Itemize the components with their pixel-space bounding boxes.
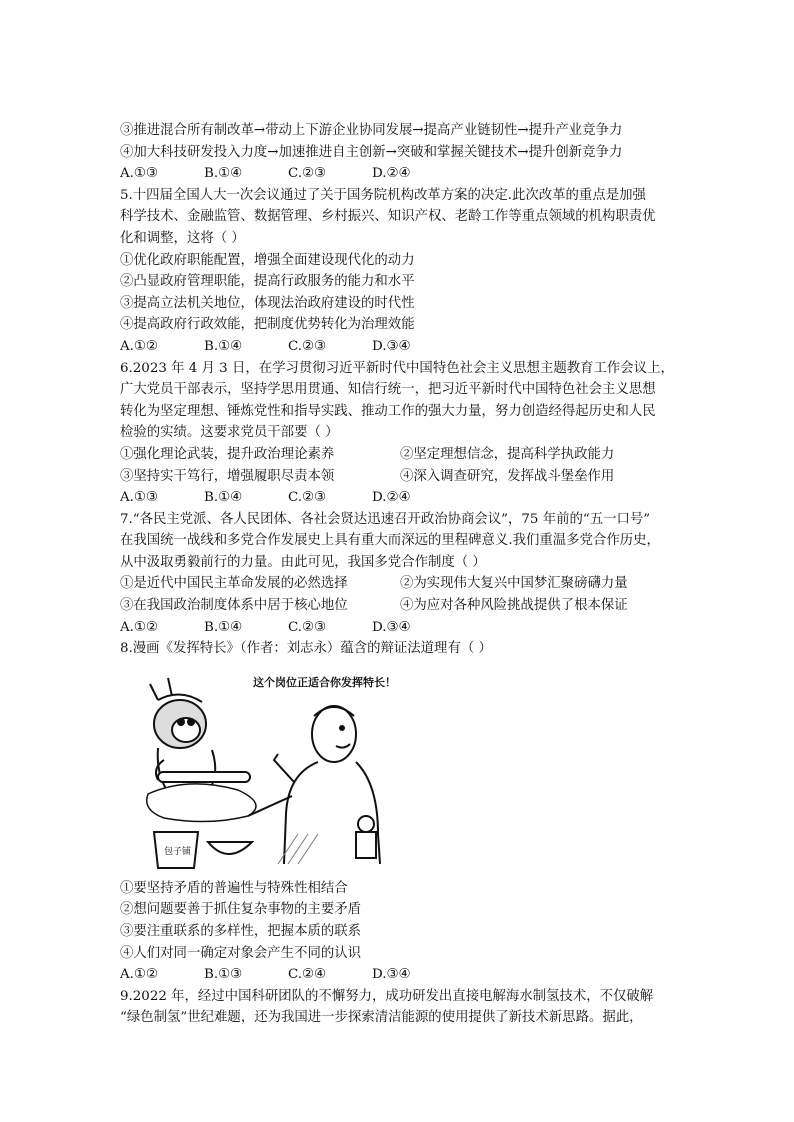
answer-b: B.①④: [204, 490, 243, 506]
q7-stem-line: 在我国统一战线和多党合作发展史上具有重大而深远的里程碑意义.我们重温多党合作历史，: [120, 533, 660, 549]
q5-stem-line: 科学技术、金融监管、数据管理、乡村振兴、知识产权、老龄工作等重点领域的机构职责优: [120, 209, 656, 225]
q4-option-4: ④加大科技研发投入力度→加速推进自主创新→突破和掌握关键技术→提升创新竞争力: [120, 144, 623, 160]
q5-option: ③提高立法机关地位，体现法治政府建设的时代性: [120, 295, 415, 311]
content: [120, 120, 680, 1029]
q4-option-3: ③推进混合所有制改革→带动上下游企业协同发展→提高产业链韧性→提升产业竞争力: [120, 123, 623, 138]
cup: [154, 832, 198, 868]
answer-a: A.①③: [120, 490, 158, 506]
q5-stem-line: 化和调整，这将（ ）: [120, 230, 245, 246]
answer-b: B.①④: [204, 338, 243, 354]
q9-stem-line: 9.2022 年，经过中国科研团队的不懈努力，成功研发出直接电解海水制氢技术，不仅破解: [120, 988, 654, 1004]
q6-options-row: [120, 444, 680, 466]
q5-option: ②凸显政府管理职能，提高行政服务的能力和水平: [120, 274, 415, 290]
q7-answers: [120, 617, 680, 639]
cartoon-figure: [128, 664, 408, 872]
rolling-pin: [158, 772, 250, 782]
q6-stem-line: 6.2023 年 4 月 3 日，在学习贯彻习近平新时代中国特色社会主义思想主题教育工作会议上，: [120, 360, 674, 376]
cartoon-illustration: [128, 664, 408, 872]
answer-c: C.②③: [288, 338, 327, 354]
q7-options-row: [120, 573, 680, 595]
q7-stem-line: 7.“各民主党派、各人民团体、各社会贤达迅速召开政治协商会议”，75 年前的“五一口号”: [120, 511, 651, 527]
q7-option: ④为应对各种风险挑战提供了根本保证: [400, 598, 628, 614]
q5-option: ①优化政府职能配置，增强全面建设现代化的动力: [120, 252, 415, 268]
q5-option: ④提高政府行政效能，把制度优势转化为治理效能: [120, 317, 415, 333]
answer-a: A.①③: [120, 166, 158, 182]
q7-stem-line: 从中汲取勇毅前行的力量。由此可见，我国多党合作制度（ ）: [120, 554, 486, 570]
answer-b: B.①④: [204, 619, 243, 635]
q8-option: ④人们对同一确定对象会产生不同的认识: [120, 945, 362, 961]
q6-options-row: [120, 466, 680, 488]
answer-b: B.①③: [204, 967, 243, 983]
cup-label: 包子铺: [164, 846, 192, 857]
answer-d: D.②④: [372, 490, 411, 506]
q8-stem: 8.漫画《发挥特长》（作者：刘志永）蕴含的辩证法道理有（ ）: [120, 641, 492, 657]
q7-option: ③在我国政治制度体系中居于核心地位: [120, 598, 348, 614]
answer-c: C.②③: [288, 490, 327, 506]
q6-option: ④深入调查研究，发挥战斗堡垒作用: [400, 468, 615, 484]
answer-c: C.②③: [288, 619, 327, 635]
q7-option: ②为实现伟大复兴中国梦汇聚磅礴力量: [400, 576, 628, 592]
q4-answers: [120, 163, 680, 185]
answer-d: D.③④: [372, 338, 411, 354]
answer-d: D.③④: [372, 967, 411, 983]
answer-d: D.③④: [372, 619, 411, 635]
q5-answers: [120, 336, 680, 358]
q6-stem-line: 转化为坚定理想、锤炼党性和指导实践、推动工作的强大力量，努力创造经得起历史和人民: [120, 403, 656, 419]
answer-a: A.①②: [120, 619, 158, 635]
q5-stem-line: 5.十四届全国人大一次会议通过了关于国务院机构改革方案的决定.此次改革的重点是加强: [120, 187, 646, 203]
q6-option: ②坚定理想信念，提高科学执政能力: [400, 446, 615, 462]
q9-stem-line: “绿色制氢”世纪难题，还为我国进一步探索清洁能源的使用提供了新技术新思路。据此，: [120, 1010, 643, 1026]
answer-d: D.②④: [372, 166, 411, 182]
q8-option: ①要坚持矛盾的普遍性与特殊性相结合: [120, 880, 348, 896]
q7-option: ①是近代中国民主革命发展的必然选择: [120, 576, 348, 592]
q6-stem-line: 广大党员干部表示，坚持学思用贯通、知信行统一，把习近平新时代中国特色社会主义思想: [120, 382, 656, 398]
answer-a: A.①②: [120, 338, 158, 354]
q6-option: ③坚持实干笃行，增强履职尽责本领: [120, 468, 335, 484]
q8-option: ③要注重联系的多样性，把握本质的联系: [120, 924, 362, 940]
cartoon-caption: 这个岗位正适合你发挥特长！: [253, 675, 396, 689]
q6-stem-line: 检验的实绩。这要求党员干部要（ ）: [120, 425, 339, 441]
q7-options-row: [120, 595, 680, 617]
stamp: [356, 816, 376, 858]
answer-a: A.①②: [120, 967, 158, 983]
q6-answers: [120, 487, 680, 509]
answer-b: B.①④: [204, 166, 243, 182]
q8-option: ②想问题要善于抓住复杂事物的主要矛盾: [120, 902, 362, 918]
q8-answers: [120, 964, 680, 986]
answer-c: C.②④: [288, 967, 327, 983]
q6-option: ①强化理论武装，提升政治理论素养: [120, 446, 335, 462]
answer-c: C.②③: [288, 166, 327, 182]
